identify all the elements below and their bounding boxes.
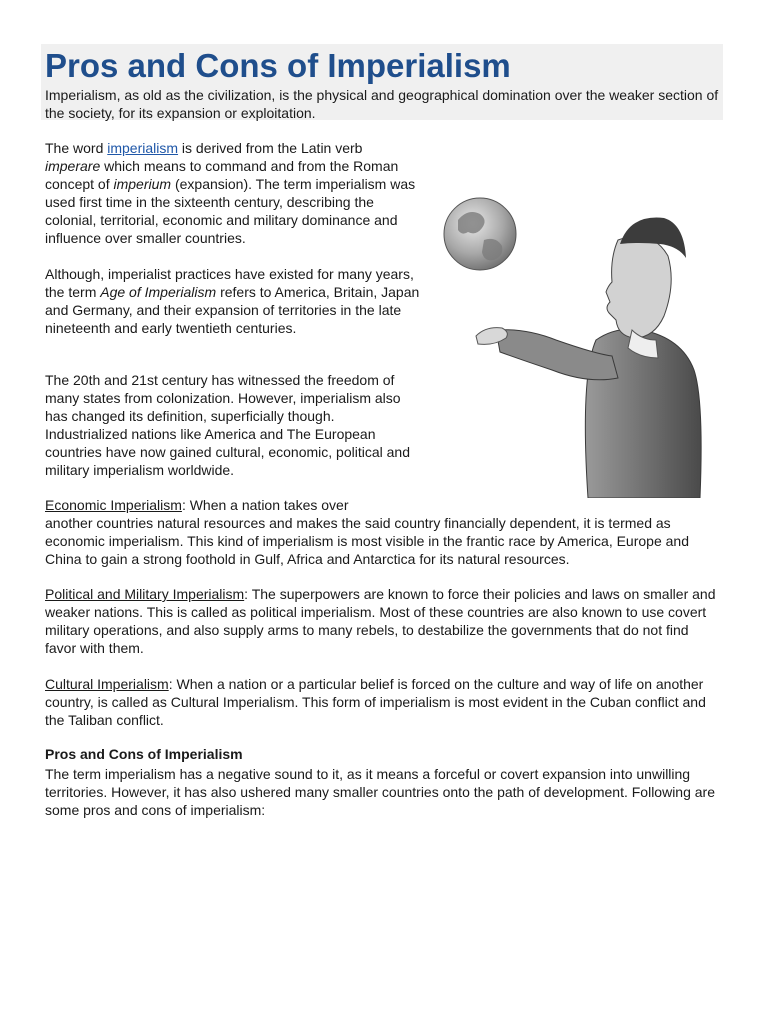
section-heading: Pros and Cons of Imperialism	[45, 746, 243, 762]
economic-body: another countries natural resources and makes the said country financially dependent, it is termed as economic imperialism. This kind of imperialism is most visible in the frantic race by America, Europe and China to gain a strong foothold in Gulf, Africa and Antarctica for its natural resources.	[45, 515, 689, 567]
italic-term: imperare	[45, 158, 101, 174]
imperialism-link[interactable]: imperialism	[107, 140, 179, 156]
italic-term: imperium	[113, 176, 172, 192]
paragraph-closing: The term imperialism has a negative sound to it, as it means a forceful or covert expansion into unwilling territories. However, it has also ushered many smaller countries onto the path of development. Following are some pros and cons of imperialism:	[45, 766, 716, 818]
economic-line1	[45, 496, 420, 514]
intro-paragraph: Imperialism, as old as the civilization, is the physical and geographical domination over the weaker section of the society, for its expansion or exploitation.	[45, 87, 719, 121]
globe-icon	[444, 198, 516, 270]
text: refers to America, Britain, Japan and Germany, and their expansion of territories in the late nineteenth and early twentieth centuries.	[45, 284, 420, 336]
man-holding-globe-illustration	[436, 190, 712, 498]
paragraph-political	[45, 585, 721, 657]
text: : When a nation takes over	[181, 497, 349, 513]
paragraph-etymology	[45, 139, 420, 247]
text: : The superpowers are known to force their policies and laws on smaller and weaker nations. This is called as political imperialism. Most of these countries are also known to use covert military operations, and also supply arms to many rebels, to destabilize the governments that do not find favor with them.	[45, 586, 716, 656]
text: The word	[45, 140, 108, 156]
italic-term: Age of Imperialism	[100, 284, 217, 300]
paragraph-age-of-imperialism	[45, 265, 420, 337]
man-figure	[476, 218, 701, 498]
economic-term: Economic Imperialism	[45, 497, 182, 513]
text: which means to command and from the Roman concept of	[45, 158, 399, 192]
paragraph-cultural	[45, 675, 721, 729]
text: : When a nation or a particular belief is forced on the culture and way of life on another country, is called as Cultural Imperialism. This form of imperialism is most evident in the Cuban conflict and the Taliban conflict.	[45, 676, 706, 728]
page-title: Pros and Cons of Imperialism	[45, 47, 511, 84]
text: Although, imperialist practices have existed for many years, the term	[45, 266, 414, 300]
text: (expansion). The term imperialism was used first time in the sixteenth century, describing the colonial, territorial, economic and military dominance and influence over smaller countries.	[45, 176, 416, 246]
text: is derived from the Latin verb	[178, 140, 363, 156]
paragraph-modern: The 20th and 21st century has witnessed the freedom of many states from colonization. However, imperialism also has changed its definition, superficially though. Industrialized nations like America and The European countries have now gained cultural, economic, political and military imperialism worldwide.	[45, 372, 410, 478]
political-term: Political and Military Imperialism	[45, 586, 245, 602]
cultural-term: Cultural Imperialism	[45, 676, 169, 692]
